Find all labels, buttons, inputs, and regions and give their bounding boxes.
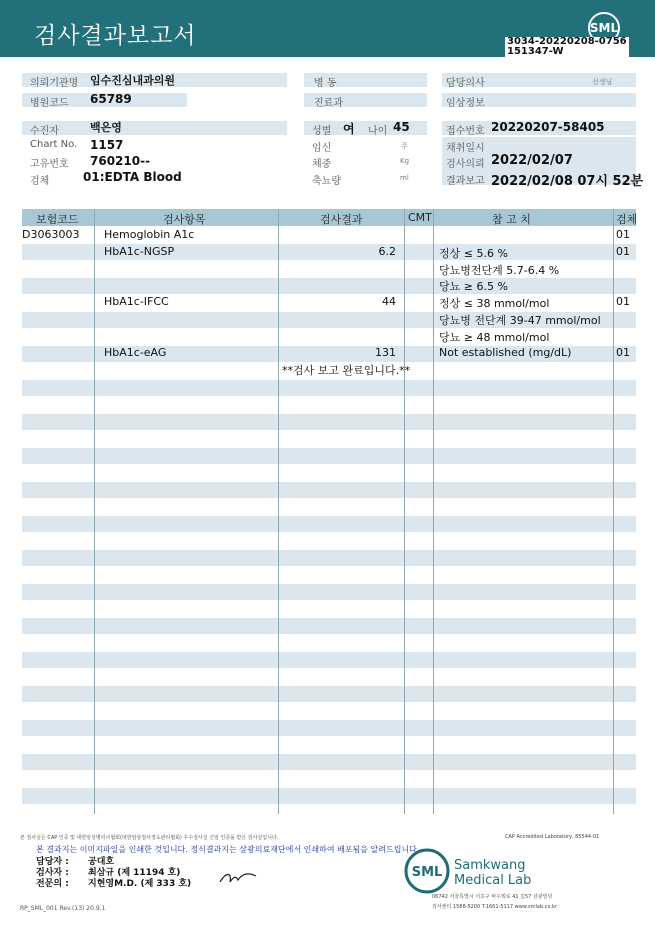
col-divider	[613, 209, 614, 814]
result-value: 2022/02/08 07시 52분	[491, 174, 644, 189]
col-divider	[94, 209, 95, 814]
report-number-line2: 151347-W	[507, 46, 564, 57]
dept-label: 진료과	[314, 98, 343, 109]
cell-specimen: 01	[616, 345, 630, 359]
report-number-line1: 3034-20220208-0756	[507, 36, 627, 47]
th-specimen: 검체	[616, 213, 638, 226]
cell-item: HbA1c-eAG	[104, 345, 167, 359]
company-contact: 검사센터 1588-5200 T.1661-5117 www.smlab.co.kr	[432, 904, 557, 910]
table-stripe	[22, 754, 636, 770]
cell-item: Hemoglobin A1c	[104, 228, 195, 241]
cell-specimen: 01	[616, 228, 630, 241]
preg-unit: 주	[401, 142, 408, 150]
page-title: 검사결과보고서	[34, 23, 197, 49]
report-number	[505, 37, 629, 57]
chart-value: 1157	[90, 138, 124, 152]
urine-unit: ml	[400, 174, 409, 182]
cell-item: HbA1c-IFCC	[104, 295, 169, 309]
request-value: 2022/02/07	[491, 153, 573, 168]
doctor-label: 담당의사	[446, 78, 485, 89]
ward-label: 병 동	[314, 78, 337, 89]
col-divider	[278, 209, 279, 814]
specialist-value: 지현영M.D. (제 333 호)	[88, 879, 192, 889]
request-label: 검사의뢰	[446, 159, 485, 170]
table-stripe	[22, 414, 636, 430]
specimen-label: 검체	[30, 176, 50, 187]
cell-ref: 당뇨병전단계 5.7-6.4 %	[439, 263, 560, 277]
th-code: 보험코드	[36, 213, 79, 226]
cell-result: 131	[375, 345, 396, 359]
cell-item: HbA1c-NGSP	[104, 244, 175, 258]
patient-value: 백은영	[90, 121, 122, 134]
cap-note: 본 검사실은 CAP 인증 및 대한임상병리사협회(대한임상검사정도관리협회) 우수검사실 신임 인증을 받은 검사실입니다.	[20, 835, 279, 841]
chart-label: Chart No.	[30, 139, 78, 150]
report-end-note: **검사 보고 완료입니다.**	[282, 364, 411, 377]
specialist-label: 전문의 :	[36, 879, 69, 889]
examiner-value: 최삼규 (제 11194 호)	[88, 868, 181, 878]
patient-label: 수진자	[30, 126, 59, 137]
table-stripe	[22, 380, 636, 396]
result-label: 결과보고	[446, 176, 485, 187]
institution-value: 임수진심내과의원	[90, 74, 176, 87]
receipt-label: 접수번호	[446, 126, 485, 137]
cell-ref: 당뇨 ≥ 48 mmol/mol	[439, 330, 550, 344]
code-value: 65789	[90, 92, 132, 106]
patient-bar	[22, 121, 287, 135]
signature-icon	[218, 868, 258, 888]
cell-code: D3063003	[22, 228, 80, 241]
weight-unit: Kg	[400, 157, 410, 165]
company-name-1: Samkwang	[454, 858, 526, 873]
col-divider	[433, 209, 434, 814]
age-label: 나이	[368, 126, 388, 137]
col-divider	[404, 209, 405, 814]
cell-specimen: 01	[616, 244, 630, 258]
reporter-value: 공대호	[88, 857, 115, 867]
preg-label: 임신	[312, 143, 332, 154]
urine-label: 축뇨량	[312, 176, 341, 187]
cell-ref: 당뇨병 전단계 39-47 mmol/mol	[439, 314, 601, 327]
collect-label: 채취일시	[446, 143, 485, 154]
receipt-value: 20220207-58405	[491, 120, 605, 134]
svg-text:SML: SML	[411, 865, 443, 880]
th-reference: 참 고 치	[492, 213, 531, 226]
cell-ref: 정상 ≤ 38 mmol/mol	[439, 297, 550, 311]
table-stripe	[22, 584, 636, 600]
reporter-label: 담당자 :	[36, 857, 69, 867]
age-value: 45	[393, 120, 410, 134]
company-address: 06742 서울특별시 서초구 바우뫼로 41 길57 삼광빌딩	[432, 894, 553, 900]
cell-ref: 정상 ≤ 5.6 %	[439, 246, 508, 260]
form-number: RP_SML_001 Rev.(13) 20.9.1	[20, 905, 106, 912]
th-item: 검사항목	[163, 213, 206, 226]
unique-label: 고유번호	[30, 159, 69, 170]
cell-result: 6.2	[378, 244, 396, 258]
cell-ref: Not established (mg/dL)	[439, 345, 572, 359]
table-stripe	[22, 278, 636, 294]
table-stripe	[22, 550, 636, 566]
image-note: 본 결과지는 이미지파일을 인쇄한 것입니다. 정식결과지는 삼광의료재단에서 인쇄하여 배포됨을 알려드립니다.	[36, 845, 420, 854]
table-stripe	[22, 686, 636, 702]
cell-result: 44	[382, 295, 396, 309]
examiner-label: 검사자 :	[36, 868, 69, 878]
doctor-value: 선생님	[592, 78, 613, 86]
sml-logo-text: SML	[589, 21, 619, 35]
table-stripe	[22, 720, 636, 736]
company-name-2: Medical Lab	[454, 873, 532, 888]
specimen-value: 01:EDTA Blood	[83, 170, 182, 184]
samkwang-logo-icon	[404, 848, 450, 894]
table-stripe	[22, 448, 636, 464]
table-stripe	[22, 618, 636, 634]
sex-label: 성별	[312, 126, 332, 137]
table-stripe	[22, 516, 636, 532]
th-result: 검사결과	[320, 213, 363, 226]
th-cmt: CMT	[408, 211, 432, 224]
table-stripe	[22, 652, 636, 668]
cell-ref: 당뇨 ≥ 6.5 %	[439, 280, 508, 294]
institution-label: 의뢰기관명	[30, 78, 79, 89]
cell-specimen: 01	[616, 295, 630, 309]
clinical-label: 임상정보	[446, 98, 485, 109]
sex-value: 여	[343, 122, 355, 136]
table-stripe	[22, 482, 636, 498]
cap-number: CAP Accredited Laboratory, 85544-01	[505, 834, 600, 840]
weight-label: 체중	[312, 159, 332, 170]
code-label: 병원코드	[30, 98, 69, 109]
table-stripe	[22, 788, 636, 804]
unique-value: 760210--	[90, 154, 151, 168]
